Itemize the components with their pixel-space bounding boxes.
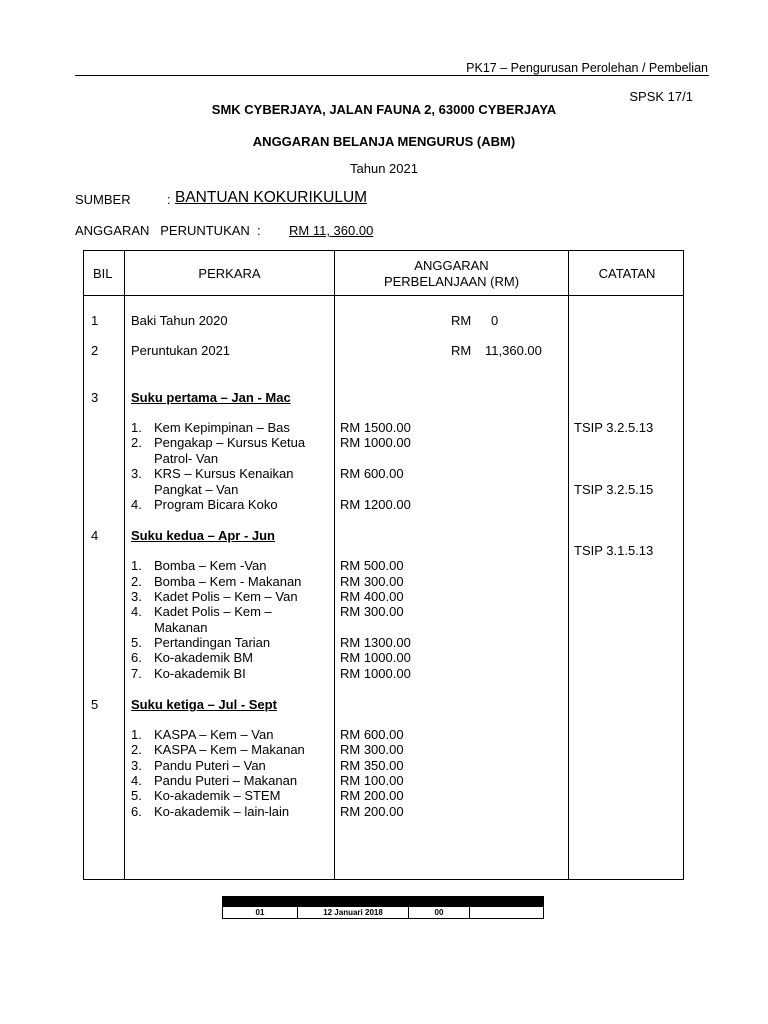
section-bil: 5 — [91, 697, 99, 712]
header-catatan: CATATAN — [598, 266, 656, 281]
revision-number: 01 — [255, 908, 265, 917]
row-amount: 0 — [491, 313, 499, 328]
row-bil: 1 — [91, 313, 99, 328]
sumber-label: SUMBER — [75, 192, 131, 207]
item-amount: RM 600.00 — [340, 466, 404, 481]
row-perkara: Peruntukan 2021 — [131, 343, 231, 358]
document-title: ANGGARAN BELANJA MENGURUS (ABM) — [252, 134, 516, 149]
item-amount: RM 300.00 — [340, 604, 404, 619]
item-amount: RM 100.00 — [340, 773, 404, 788]
item-amount: RM 300.00 — [340, 742, 404, 757]
section-title: Suku kedua – Apr - Jun — [131, 528, 275, 543]
row-bil: 2 — [91, 343, 99, 358]
revision-header-band — [222, 896, 544, 906]
item-amount: RM 1000.00 — [340, 666, 411, 681]
item-amount: RM 350.00 — [340, 758, 404, 773]
peruntukan-label: ANGGARAN PERUNTUKAN : — [75, 223, 261, 238]
school-name: SMK CYBERJAYA, JALAN FAUNA 2, 63000 CYBERJAYA — [211, 102, 557, 117]
item-amount: RM 500.00 — [340, 558, 404, 573]
item-amount: RM 1300.00 — [340, 635, 411, 650]
item-amount: RM 1500.00 — [340, 420, 411, 435]
item-amount: RM 1000.00 — [340, 650, 411, 665]
section-title: Suku ketiga – Jul - Sept — [131, 697, 277, 712]
catatan-note: TSIP 3.1.5.13 — [574, 543, 654, 558]
section-bil: 3 — [91, 390, 99, 405]
revision-date: 12 Januari 2018 — [323, 908, 383, 917]
item-amount: RM 600.00 — [340, 727, 404, 742]
budget-table: BIL PERKARA ANGGARAN PERBELANJAAN (RM) CATATAN 1 Baki Tahun 2020 RM 0 2 Peruntukan 2021 RM 11,360.00 3 Suku pertama – Jan - Mac 1. Kem Kepimpinan – Bas RM 1500.00 2. Pengakap – Kursus Ketua Patrol- Van RM 1000.00 3. KRS – Kursus Kenaikan Pangkat – Van RM 600.00 4. Program Bicara Koko RM 1200.00 4 Suku kedua – Apr - Jun 1. Bomba – Kem -Van RM 500.00 2. Bomba – Kem - Makanan RM 300.00 3. Kadet Polis – Kem – Van RM 400.00 4. Kadet Polis – Kem – Makanan RM 300.00 5. Pertandingan Tarian RM 1300.00 6. Ko-akademik BM RM 1000.00 7. Ko-akademik BI RM 1000.00 5 Suku ketiga – Jul - Sept 1. KASPA – Kem – Van RM 600.00 2. KASPA – Kem – Makanan RM 300.00 3. Pandu Puteri – Van RM 350.00 4. Pandu Puteri – Makanan RM 100.00 5. Ko-akademik – STEM RM 200.00 6. Ko-akademik – lain-lain RM 200.00 TSIP 3.2.5.13 TSIP 3.2.5.15 TSIP 3.1.5.13 — [83, 250, 684, 880]
sumber-value: BANTUAN KOKURIKULUM — [175, 189, 368, 206]
sumber-colon: : — [167, 192, 171, 207]
header-bil: BIL — [93, 266, 113, 281]
row-amount: 11,360.00 — [485, 343, 542, 358]
item-amount: RM 1200.00 — [340, 497, 411, 512]
revision-row — [222, 906, 544, 919]
revision-extra — [470, 907, 543, 918]
item-amount: RM 200.00 — [340, 788, 404, 803]
section-title: Suku pertama – Jan - Mac — [131, 390, 291, 405]
header-perkara: PERKARA — [198, 266, 261, 281]
section-bil: 4 — [91, 528, 99, 543]
document-year: Tahun 2021 — [350, 161, 418, 176]
catatan-note: TSIP 3.2.5.15 — [574, 482, 654, 497]
document-reference: PK17 – Pengurusan Perolehan / Pembelian — [466, 61, 708, 75]
row-rm: RM — [451, 343, 472, 358]
item-amount: RM 300.00 — [340, 574, 404, 589]
revision-code: 00 — [434, 908, 444, 917]
row-rm: RM — [451, 313, 472, 328]
header-anggaran-line2: PERBELANJAAN (RM) — [383, 274, 520, 289]
item-amount: RM 200.00 — [340, 804, 404, 819]
peruntukan-value: RM 11, 360.00 — [289, 223, 374, 238]
item-amount: RM 400.00 — [340, 589, 404, 604]
row-perkara: Baki Tahun 2020 — [131, 313, 228, 328]
header-rule — [75, 75, 709, 76]
revision-box — [222, 896, 544, 919]
header-anggaran-line1: ANGGARAN — [414, 258, 489, 273]
catatan-note: TSIP 3.2.5.13 — [574, 420, 654, 435]
item-amount: RM 1000.00 — [340, 435, 411, 450]
form-code: SPSK 17/1 — [629, 89, 693, 104]
